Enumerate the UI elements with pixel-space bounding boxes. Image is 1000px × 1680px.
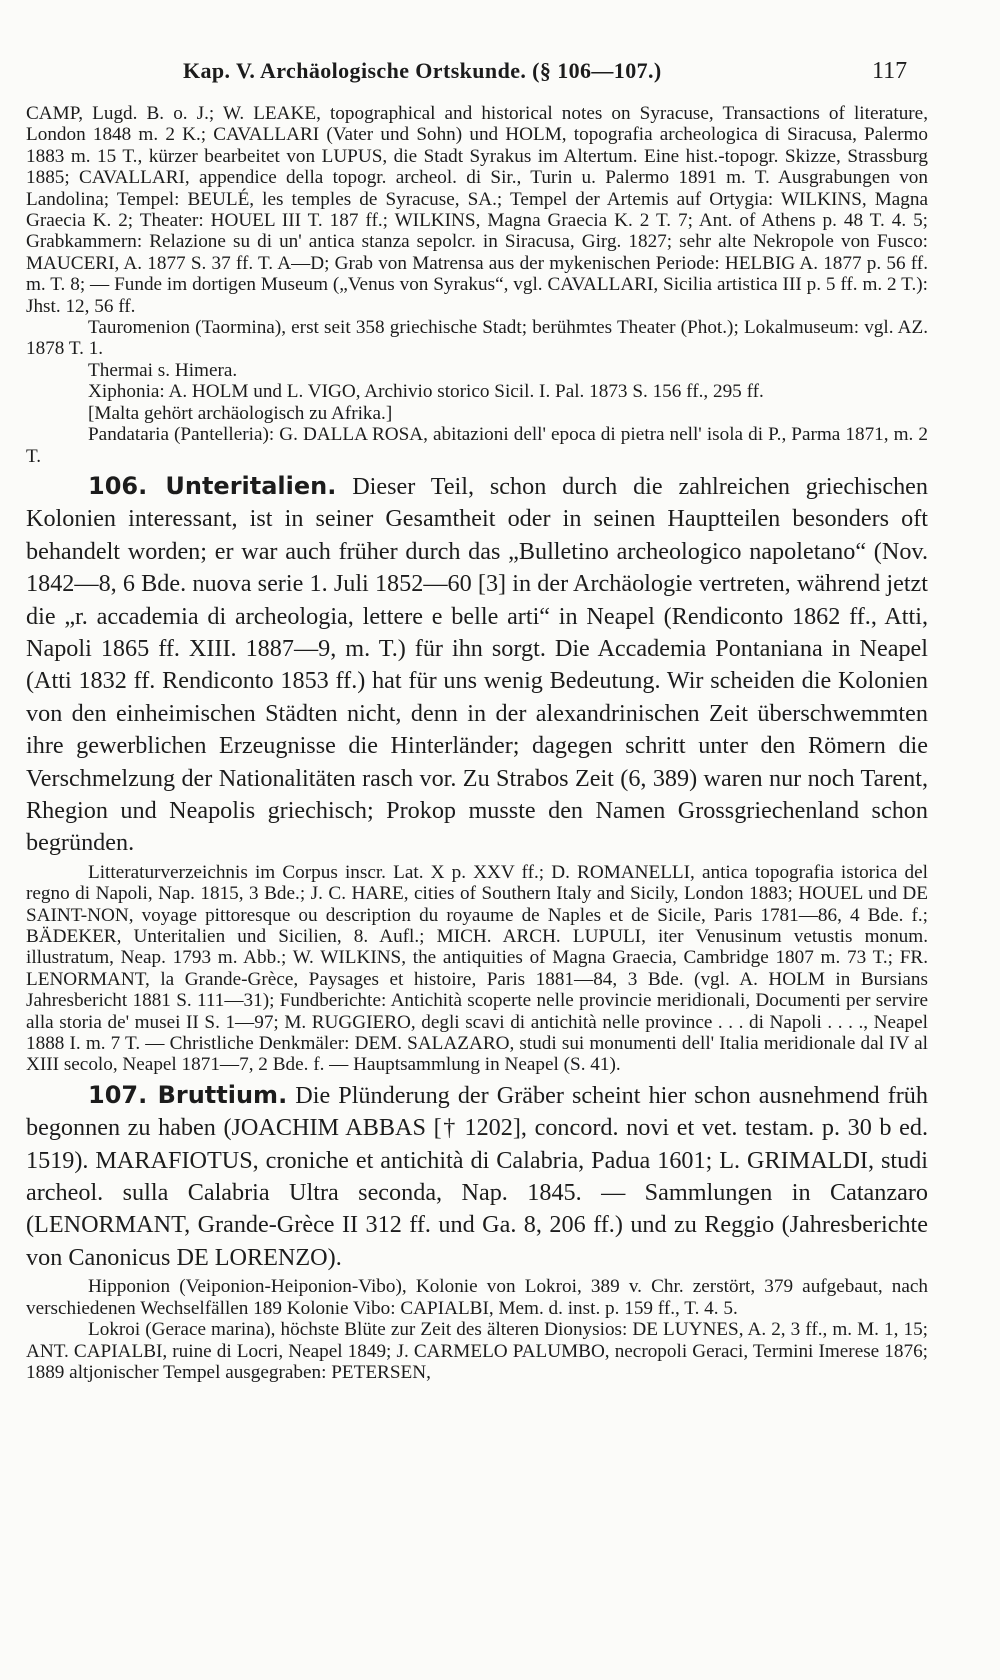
body-text — [26, 103, 928, 1383]
paragraph — [26, 862, 928, 1076]
section-paragraph — [26, 470, 928, 860]
paragraph-text: Dieser Teil, schon durch die zahlreichen griechischen Kolonien interessant, ist in seiner Gesamtheit oder in seinen Hauptteilen besonders oft behandelt worden; er war auch früher durch das „Bulletino archeologico napoletano“ (Nov. 1842—8, 6 Bde. nuova serie 1. Juli 1852—60 [3] in der Archäologie vertreten, während jetzt die „r. accademia di archeologia, lettere e belle arti“ in Neapel (Rendiconto 1862 ff., Atti, Napoli 1865 ff. XIII. 1887—9, m. T.) für ihn sorgt. Die Accademia Pontaniana in Neapel (Atti 1832 ff. Rendiconto 1853 ff.) hat für uns wenig Bedeutung. Wir scheiden die Kolonien von den einheimischen Städten nicht, denn in der alexandrinischen Zeit überschwemmten ihre gewerblichen Erzeugnisse die Hinterländer; dagegen schritt unter den Römern die Verschmelzung der Nationalitäten rasch vor. Zu Strabos Zeit (6, 389) waren nur noch Tarent, Rhegion und Neapolis griechisch; Prokop musste den Namen Grossgriechenland schon begründen. — [26, 472, 928, 857]
paragraph-text: CAMP, Lugd. B. o. J.; W. LEAKE, topographical and historical notes on Syracuse, Transactions of literature, London 1848 m. 2 K.; CAVALLARI (Vater und Sohn) und HOLM, topografia archeologica di Siracusa, Palermo 1883 m. 15 T., kürzer bearbeitet von LUPUS, die Stadt Syrakus im Altertum. Eine hist.-topogr. Skizze, Strassburg 1885; CAVALLARI, appendice della topogr. archeol. di Sir., Turin u. Palermo 1891 m. T. Ausgrabungen von Landolina; Tempel: BEULÉ, les temples de Syracuse, SA.; Tempel der Artemis auf Ortygia: WILKINS, Magna Graecia K. 2; Theater: HOUEL III T. 187 ff.; WILKINS, Magna Graecia K. 2 T. 7; Ant. of Athens p. 48 T. 4. 5; Grabkammern: Relazione su di un' antica stanza sepolcr. in Siracusa, Girg. 1827; sehr alte Nekropole von Fusco: MAUCERI, A. 1877 S. 37 ff. T. A—D; Grab von Matrensa aus der mykenischen Periode: HELBIG A. 1877 p. 56 ff. m. T. 8; — Funde im dortigen Museum („Venus von Syrakus“, vgl. CAVALLARI, Sicilia artistica III p. 5 ff. m. 2 T.): Jhst. 12, 56 ff. — [26, 103, 928, 317]
chapter-title: Kap. V. Archäologische Ortskunde. (§ 106—107.) — [183, 58, 662, 83]
paragraph-text: Die Plünderung der Gräber scheint hier schon ausnehmend früh begonnen zu haben (JOACHIM ABBAS [† 1202], concord. novi et vet. testam. p. 30 b ed. 1519). MARAFIOTUS, croniche et antichità di Calabria, Padua 1601; L. GRIMALDI, studi archeol. sulla Calabria Ultra seconda, Nap. 1845. — Sammlungen in Catanzaro (LENORMANT, Grande-Grèce II 312 ff. und Ga. 8, 206 ff.) und zu Reggio (Jahresberichte von Canonicus DE LORENZO). — [26, 1081, 928, 1271]
paragraph — [26, 103, 928, 317]
section-heading: 106. Unteritalien. — [88, 471, 337, 500]
section-paragraph — [26, 1079, 928, 1274]
section-heading: 107. Bruttium. — [88, 1080, 288, 1109]
paragraph — [26, 1276, 928, 1319]
paragraph — [26, 360, 928, 381]
running-head — [0, 58, 1000, 98]
paragraph-text: Litteraturverzeichnis im Corpus inscr. Lat. X p. XXV ff.; D. ROMANELLI, antica topografia istorica del regno di Napoli, Nap. 1815, 3 Bde.; J. C. HARE, cities of Southern Italy and Sicily, London 1883; HOUEL und DE SAINT-NON, voyage pittoresque ou description du royaume de Naples et de Sicile, Paris 1781—86, 4 Bde. f.; BÄDEKER, Unteritalien und Sicilien, 8. Aufl.; MICH. ARCH. LUPULI, iter Venusinum vetustis monum. illustratum, Neap. 1793 m. Abb.; W. WILKINS, the antiquities of Magna Graecia, Cambridge 1807 m. 73 T.; FR. LENORMANT, la Grande-Grèce, Paysages et histoire, Paris 1881—84, 3 Bde. (vgl. A. HOLM in Bursians Jahresbericht 1881 S. 111—31); Fundberichte: Antichità scoperte nelle provincie meridionali, Documenti per servire alla storia de' musei II S. 1—97; M. RUGGIERO, degli scavi di antichità nelle province . . . di Napoli . . . ., Neapel 1888 I. m. 7 T. — Christliche Denkmäler: DEM. SALAZARO, studi sui monumenti dell' Italia meridionale dal IV al XIII secolo, Neapel 1871—7, 2 Bde. f. — Hauptsammlung in Neapel (S. 41). — [26, 861, 928, 1076]
page-number: 117 — [872, 58, 908, 84]
paragraph-text: [Malta gehört archäologisch zu Afrika.] — [88, 402, 393, 424]
paragraph — [26, 424, 928, 467]
paragraph — [26, 381, 928, 402]
paragraph-text: Tauromenion (Taormina), erst seit 358 griechische Stadt; berühmtes Theater (Phot.); Lokalmuseum: vgl. AZ. 1878 T. 1. — [26, 317, 928, 360]
paragraph-text: Hipponion (Veiponion-Heiponion-Vibo), Kolonie von Lokroi, 389 v. Chr. zerstört, 379 aufgebaut, nach verschiedenen Wechselfällen 189 Kolonie Vibo: CAPIALBI, Mem. d. inst. p. 159 ff., T. 4. 5. — [26, 1276, 928, 1319]
paragraph — [26, 1319, 928, 1383]
paragraph — [26, 317, 928, 360]
paragraph-text: Lokroi (Gerace marina), höchste Blüte zur Zeit des älteren Dionysios: DE LUYNES, A. 2, 3 ff., m. M. 1, 15; ANT. CAPIALBI, ruine di Locri, Neapel 1849; J. CARMELO PALUMBO, necropoli Geraci, Termini Imerese 1876; 1889 altjonischer Tempel ausgegraben: PETERSEN, — [26, 1319, 928, 1383]
paragraph-text: Pandataria (Pantelleria): G. DALLA ROSA, abitazioni dell' epoca di pietra nell' isola di P., Parma 1871, m. 2 T. — [26, 424, 928, 467]
paragraph-text: Thermai s. Himera. — [88, 359, 238, 381]
paragraph-text: Xiphonia: A. HOLM und L. VIGO, Archivio storico Sicil. I. Pal. 1873 S. 156 ff., 295 ff. — [88, 381, 764, 403]
paragraph — [26, 403, 928, 424]
